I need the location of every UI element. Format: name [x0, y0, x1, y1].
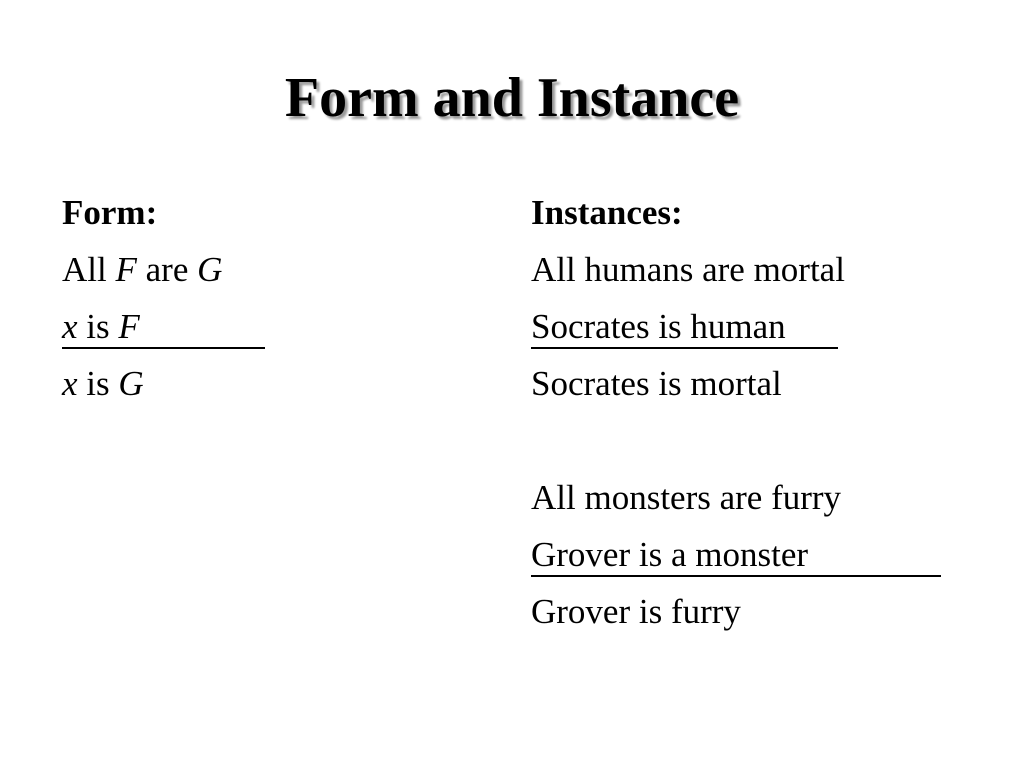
form-conclusion-var-x: x	[62, 364, 78, 403]
instances-heading: Instances:	[531, 193, 683, 232]
form-premise-1-word-are: are	[136, 250, 198, 289]
slide-title: Form and Instance	[284, 67, 740, 129]
form-premise-1	[62, 241, 482, 298]
instance-2-premise-2-text: Grover is a monster	[531, 535, 941, 577]
form-premise-1-var-f: F	[115, 250, 137, 289]
instance-2-premise-2	[531, 526, 991, 583]
instances-column	[531, 184, 991, 640]
instance-2-premise-1: All monsters are furry	[531, 478, 842, 517]
form-conclusion-var-g: G	[118, 364, 144, 403]
form-premise-1-word-all: All	[62, 250, 116, 289]
form-premise-2-var-f: F	[118, 307, 140, 346]
form-premise-2-underlined	[62, 307, 265, 349]
instance-spacer	[531, 412, 991, 469]
form-premise-1-var-g: G	[197, 250, 223, 289]
instance-1-premise-1: All humans are mortal	[531, 250, 845, 289]
instance-1-conclusion: Socrates is mortal	[531, 364, 782, 403]
form-premise-2	[62, 298, 482, 355]
form-heading: Form:	[62, 193, 158, 232]
instance-1-premise-2	[531, 298, 991, 355]
form-conclusion	[62, 355, 482, 412]
instance-1-premise-2-text: Socrates is human	[531, 307, 838, 349]
form-column	[62, 184, 482, 412]
form-premise-2-word-is: is	[77, 307, 119, 346]
form-premise-2-var-x: x	[62, 307, 78, 346]
form-conclusion-word-is: is	[77, 364, 119, 403]
instance-2-conclusion: Grover is furry	[531, 592, 741, 631]
